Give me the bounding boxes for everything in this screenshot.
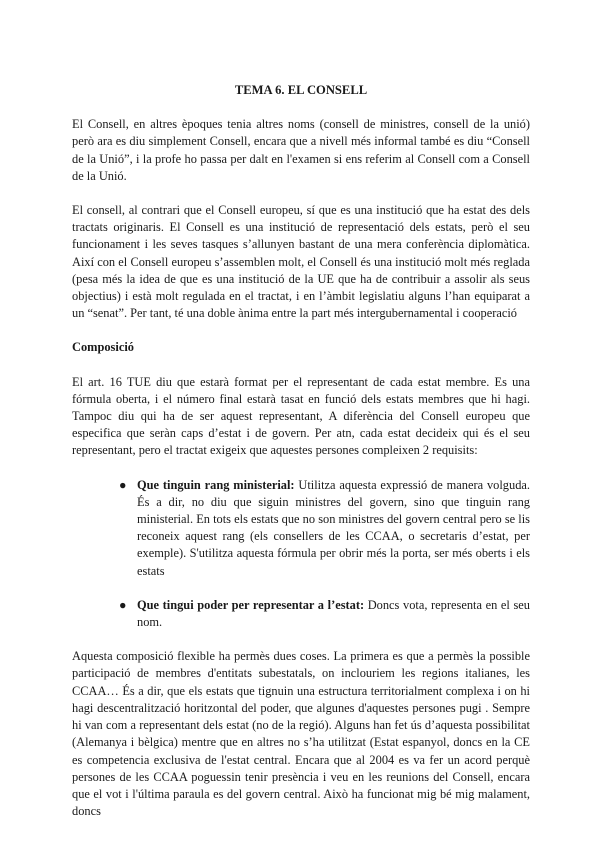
bullet-icon: ● — [119, 597, 127, 612]
requirements-list — [72, 477, 530, 632]
list-item-label: Que tingui poder per representar a l’estat: — [137, 597, 365, 612]
bullet-icon: ● — [119, 477, 127, 492]
list-item-label: Que tinguin rang ministerial: — [137, 477, 295, 492]
document-page — [72, 82, 530, 820]
list-item — [72, 597, 530, 631]
section-heading-composicio: Composició — [72, 340, 134, 355]
paragraph-closing: Aquesta composició flexible ha permès dues coses. La primera es que a permès la possible participació de membres d'entitats subestatals, on inclouriem les regions italianes, les CCAA… És a dir, que els estats que tignuin una estructura territorialment complexa i on hi hagi descentralització horitzontal del poder, que algunes d'aquestes persones pugi . Sempre hi van com a representant dels estat (no de la regió). Alguns han fet ús d’aquesta possibilitat (Alemanya i bèlgica) mentre que en altres no s’ha utilitzat (Estat espanyol, doncs en la CE es competencia exclusiva de l'estat central. Encara que al 2004 es va fer un acord perquè persones de les CCAA poguessin tenir presència i veu en les reunions del Consell, encara que el vot i l'última paraula es del govern central. Això ha funcionat mig bé mig malament, doncs — [72, 649, 530, 819]
paragraph-composicio-intro: El art. 16 TUE diu que estarà format per el representant de cada estat membre. Es una fórmula oberta, i el número final estarà tasat en funció dels estats membres que hi hagi. Tampoc diu qui ha de ser aquest representant, A diferència del Consell europeu que especifica que seràn caps d’estat i de govern. Per atn, cada estat decideix qui és el seu representant, pero el tractat exigeix que aquestes persones compleixen 2 requisits: — [72, 374, 530, 458]
list-item — [72, 477, 530, 580]
paragraph-consell-description: El consell, al contrari que el Consell europeu, sí que es una institució que ha estat des dels tractats originaris. El Consell es una institució de representació dels estats, però el seu funcionament i les seves tasques s’allunyen bastant de una mera conferència diplomàtica. Així con el Consell europeu s’assemblen molt, el Consell és una institució molt més reglada (pesa més la idea de que es una institució de la UE que ha de contribuir a assolir als seus objectius) i està molt regulada en el tractat, i en l’àmbit legislatiu alguns l’han equiparat a un “senat”. Per tant, té una doble ànima entre la part més intergubernamental i cooperació — [72, 203, 530, 321]
document-title: TEMA 6. EL CONSELL — [234, 83, 368, 97]
list-item-text: Utilitza aquesta expressió de manera volguda. És a dir, no diu que siguin ministres del govern, sino que tinguin rang ministerial. En tots els estats que no son ministres del govern central pero se lis reconeix aquest rang (els consellers de les CCAA, o secretaris d’estat, per exemple). S'utilitza aquesta fórmula per obrir més la porta, ser més oberts i els estats — [137, 477, 530, 578]
paragraph-intro: El Consell, en altres èpoques tenia altres noms (consell de ministres, consell de la unió) però ara es diu simplement Consell, encara que a nivell més informal també es diu “Consell de la Unió”, i la profe ho passa per dalt en l'examen si ens referim al Consell com a Consell de la Unió. — [72, 117, 530, 183]
list-item-text: Doncs vota, representa en el seu nom. — [137, 597, 530, 630]
